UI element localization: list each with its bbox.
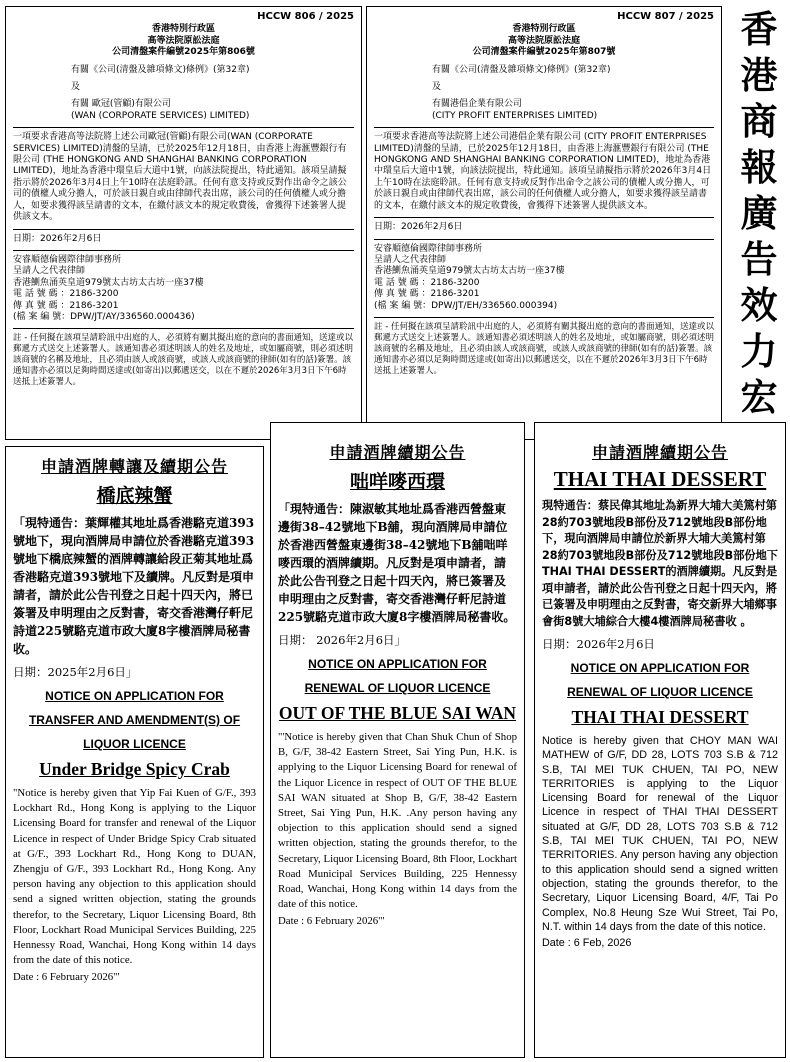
firm-address: 香港鰂魚涌英皇道979號太古坊太古坊一座37樓 [13,277,204,288]
divider [13,328,354,329]
and-word: 及 [71,82,81,93]
liquor-title-en: NOTICE ON APPLICATION FOR RENEWAL OF LIQUOR LICENCE [304,657,491,695]
shop-name-zh: 咄咩嘜西環 [349,471,445,493]
notice-date: 日期：2026年2月6日 [374,222,463,233]
liquor-title-en: NOTICE ON APPLICATION FOR TRANSFER AND AMENDMENT(S) OF LIQUOR LICENCE [28,689,241,751]
company-name-en: (WAN (CORPORATE SERVICES) LIMITED) [71,110,250,121]
shop-name-en: OUT OF THE BLUE SAI WAN [278,703,517,723]
notice-body-zh: 「現特通告：葉輝權其地址爲香港駱克道393號地下，現向酒牌局申請位於香港駱克道393號地下橋底辣蟹的酒牌轉讓給段正菊其地址爲香港駱克道393號地下及續牌。凡反對是項申請者，請於此公告刊登之日起十四天內，將已簽署及申明理由之反對書，寄交香港灣仔軒尼詩道225號駱克道市政大廈8字樓酒牌局秘書收。 [13,516,255,656]
firm-role: 呈請人之代表律師 [13,266,86,277]
company-name-zh: 有關港倡企業有限公司 [432,99,523,110]
court-line: 香港特別行政區 [151,24,215,35]
firm-fax: 傳 真 號 碼 ：2186-3201 [13,300,119,311]
notice-body-en: "Notice is hereby given that Yip Fai Kuen of G/F., 393 Lockhart Rd., Hong Kong is applying to the Liquor Licensing Board for transfer and renewal of the Liquor Licence in respect of Under Bridge Spicy Crab situated at G/F., 393 Lockhart Rd., Hong Kong to DUAN, Zhengju of G/F., 393 Lockhart Rd., Hong Kong. Any person having any objection to this application should send a signed written objection, stating the grounds therefor, to the Secretary, Liquor Licensing Board, 8th Floor, Lockhart Road Municipal Services Building, 225 Hennessy Road, Wanchai, Hong Kong within 14 days from the date of this notice. [13,787,256,967]
shop-name-zh: 橋底辣蟹 [96,485,173,507]
firm-tel: 電 話 號 碼 ：2186-3200 [13,289,119,300]
divider [13,127,354,128]
case-number: HCCW 806 / 2025 [257,11,354,22]
court-line: 香港特別行政區 [512,24,576,35]
notice-date-en: Date : 6 February 2026"' [13,971,120,984]
liquor-notice-thai-thai [534,422,786,1058]
divider [374,217,714,218]
court-notice-807 [366,6,722,440]
firm-address: 香港鰂魚涌英皇道979號太古坊太古坊一座37樓 [374,266,565,277]
ordinance-line: 有關《公司(清盤及雜項條文)條例》(第32章) [432,64,611,75]
court-line: 高等法院原訟法庭 [147,35,220,46]
court-line: 公司清盤案件編號2025年第807號 [472,47,616,58]
firm-name: 安睿順德倫國際律師事務所 [13,254,122,265]
liquor-title-zh: 申請酒牌續期公告 [329,443,466,462]
shop-name-en: THAI THAI DESSERT [571,707,749,727]
court-line: 高等法院原訟法庭 [507,35,580,46]
and-word: 及 [432,82,442,93]
firm-ref: (檔 案 編 號：DPW/JT/EH/336560.000394) [374,300,558,311]
firm-tel: 電 話 號 碼 ：2186-3200 [374,277,480,288]
notice-date: 日期：2026年2月6日 [13,233,102,244]
firm-name: 安睿順德倫國際律師事務所 [374,243,483,254]
petition-body: 一項要求香港高等法院將上述公司歐冠(管顧)有限公司(WAN (CORPORATE SERVICES) LIMITED)清盤的呈請，已於2025年12月18日，由香港上海滙豐銀行有限公司 (THE HONGKONG AND SHANGHAI BANKING CORPORATION LIMITED)，地址為香港中環皇后大道中1號，向該法院提出，特此通知。該項呈請擬指示將於2026年3月4日上午10時在法庭聆訊。任何有意支持或反對作出命令之該公司的債權人或分擔人，可於該日親自或由律師代表出席，該公司的任何債權人或分擔人，如要求獲得該呈請書的文本，在繳付該文本的規定收費後，會獲得下述簽署人提供該文本。 [13,132,347,223]
notice-remark: 註 - 任何擬在該項呈請聆訊中出庭的人，必須將有關其擬出庭的意向的書面通知，送達或以郵遞方式送交上述簽署人。該通知書必須述明該人的姓名及地址，或如屬商號，則必須述明該商號的名稱及地址，且必須由該人或該商號，或該人或該商號的律師(如有的話)簽署。該通知書亦必須以足夠時間送達或(如寄出)以郵遞送交，以在不遲於2026年3月3日下午6時送抵上述簽署人。 [13,333,354,388]
divider [13,250,354,251]
notice-body-en: "'Notice is hereby given that Chan Shuk Chun of Shop B, G/F, 38-42 Eastern Street, Sai Ying Pun, H.K. is applying to the Liquor Licensing Board for renewal of the Liquor Licence in respect of OUT OF THE BLUE SAI WAN situated at Shop B, G/F, 38-42 Eastern Street, Sai Ying Pun, H.K. .Any person having any objection to this application should send a signed written objection, stating the grounds therefor, to the Secretary, Liquor Licensing Board, 8th Floor, Lockhart Road Municipal Services Building, 225 Hennessy Road, Wanchai, Hong Kong within 14 days from the date of this notice. [278,731,517,911]
shop-name-zh: THAI THAI DESSERT [553,467,767,491]
notice-date-en: Date : 6 February 2026"' [278,915,385,928]
liquor-notice-out-of-the-blue [270,422,525,1058]
divider [374,239,714,240]
divider [374,127,714,128]
company-name-en: (CITY PROFIT ENTERPRISES LIMITED) [432,110,598,121]
notice-date-en: Date : 6 Feb, 2026 [542,937,632,950]
notice-body-zh: 「現特通告：陳淑敏其地址爲香港西營盤東邊街38–42號地下B舖，現向酒牌局申請位於香港西營盤東邊街38–42號地下B舖咄咩嘜西環的酒牌續期。凡反對是項申請者，請於此公告刊登之日起十四天內，將已簽署及申明理由之反對書，寄交香港灣仔軒尼詩道225號駱克道市政大廈8字樓酒牌局秘書收。 [278,502,516,624]
liquor-title-zh: 申請酒牌續期公告 [591,443,728,462]
notice-body-en: Notice is hereby given that CHOY MAN WAI MATHEW of G/F, DD 28, LOTS 703 S.B & 712 S.B, TAI MEI TUK CHUEN, TAI PO, NEW TERRITORIES is applying to the Liquor Licensing Board for renewal of the Liquor Licence in respect of THAI THAI DESSERT situated at G/F, DD 28, LOTS 703 S.B & 712 S.B, TAI MEI TUK CHUEN, TAI PO, NEW TERRITORIES. Any person having any objection to this application should send a signed written objection, stating the grounds therefor, to the Secretary, Liquor Licensing Board, 4/F, Tai Po Complex, No.8 Heung Sze Wui Street, Tai Po, N.T. within 14 days from the date of this notice. [542,735,778,933]
company-name-zh: 有關 歐冠(管顧)有限公司 [71,99,171,110]
case-number: HCCW 807 / 2025 [617,11,714,22]
notice-date-zh: 日期：2025年2月6日」 [13,665,138,679]
petition-body: 一項要求香港高等法院將上述公司港倡企業有限公司 (CITY PROFIT ENTERPRISES LIMITED)清盤的呈請，已於2025年12月18日，由香港上海滙豐銀行有限公司 (THE HONGKONG AND SHANGHAI BANKING CORPORATION LIMITED)，地址為香港中環皇后大道中1號，向該法院提出，特此通知。該項呈請擬指示將於2026年3月4日上午10時在法庭聆訊。任何有意支持或反對作出命令之該公司的債權人或分擔人，可於該日親自或由律師代表出席，該公司的任何債權人或分擔人，如要求獲得該呈請書的文本，在繳付該文本的規定收費後，會獲得下述簽署人提供該文本。 [374,132,712,211]
ordinance-line: 有關《公司(清盤及雜項條文)條例》(第32章) [71,64,250,75]
notice-date-zh: 日期： 2026年2月6日」 [278,633,407,647]
liquor-title-en: NOTICE ON APPLICATION FOR RENEWAL OF LIQUOR LICENCE [567,661,753,699]
firm-role: 呈請人之代表律師 [374,254,447,265]
shop-name-en: Under Bridge Spicy Crab [39,759,230,779]
liquor-title-zh: 申請酒牌轉讓及續期公告 [40,457,228,476]
liquor-notice-under-bridge [5,446,264,1058]
firm-fax: 傳 真 號 碼 ：2186-3201 [374,289,480,300]
court-notice-806 [5,6,362,440]
notice-remark: 註 - 任何擬在該項呈請聆訊中出庭的人，必須將有關其擬出庭的意向的書面通知，送達或以郵遞方式送交上述簽署人。該通知書必須述明該人的姓名及地址，或如屬商號，則必須述明該商號的名稱及地址，且必須由該人或該商號，或該人或該商號的律師(如有的話)簽署。該通知書亦必須以足夠時間送達或(如寄出)以郵遞送交，以在不遲於2026年3月3日下午6時送抵上述簽署人。 [374,321,715,376]
divider [374,317,714,318]
firm-ref: (檔 案 編 號：DPW/JT/AY/336560.000436) [13,311,195,322]
vertical-banner: 香港商報廣告效力宏 [740,7,778,419]
divider [13,229,354,230]
court-line: 公司清盤案件編號2025年第806號 [112,47,255,58]
notice-body-zh: 現特通告：蔡民偉其地址為新界大埔大美篤村第28約703號地段B部份及712號地段B部份地下，現向酒牌局申請位於新界大埔大美篤村第28約703號地段B部份及712號地段B部份地下THAI THAI DESSERT的酒牌續期。凡反對是項申請者，請於此公告刊登之日起十四天內，將已簽署及申明理由之反對書，寄交新界大埔鄉事會街8號大埔綜合大樓4樓酒牌局秘書收 。 [542,499,778,628]
notice-date-zh: 日期：2026年2月6日 [542,637,655,651]
